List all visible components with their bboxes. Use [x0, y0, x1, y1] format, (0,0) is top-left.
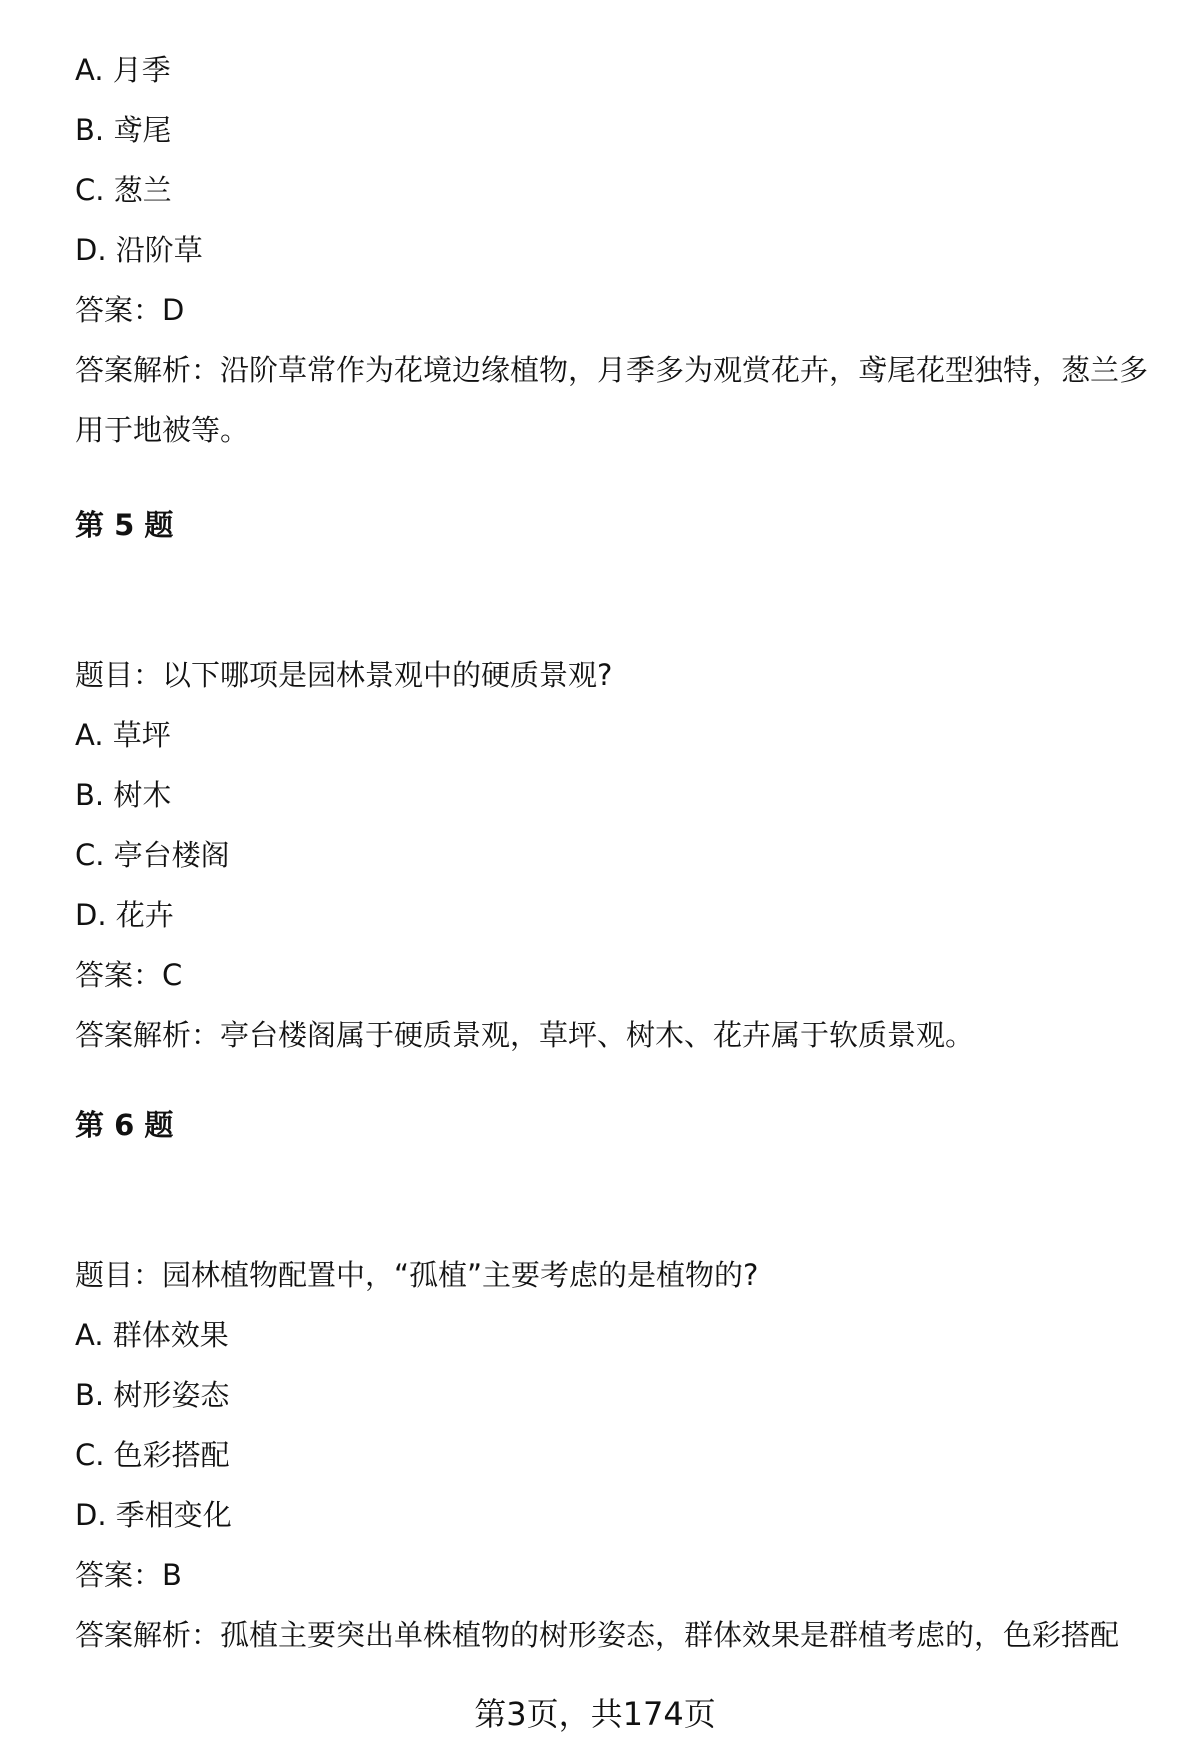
option-c: C. 葱兰 — [75, 173, 172, 207]
answer-explanation: 答案解析：亭台楼阁属于硬质景观，草坪、树木、花卉属于软质景观。 — [75, 1018, 975, 1052]
option-d: D. 花卉 — [75, 898, 174, 932]
option-d: D. 沿阶草 — [75, 233, 203, 267]
option-c: C. 色彩搭配 — [75, 1438, 230, 1472]
option-c: C. 亭台楼阁 — [75, 838, 230, 872]
option-a: A. 月季 — [75, 53, 171, 87]
question-text: 题目：园林植物配置中，“孤植”主要考虑的是植物的? — [75, 1258, 759, 1292]
option-d: D. 季相变化 — [75, 1498, 232, 1532]
option-a: A. 草坪 — [75, 718, 171, 752]
answer: 答案：D — [75, 293, 185, 327]
option-a: A. 群体效果 — [75, 1318, 229, 1352]
option-b: B. 鸢尾 — [75, 113, 172, 147]
option-b: B. 树木 — [75, 778, 172, 812]
answer-explanation: 答案解析：沿阶草常作为花境边缘植物，月季多为观赏花卉，鸢尾花型独特，葱兰多用于地被等。 — [75, 353, 1149, 447]
question-text: 题目：以下哪项是园林景观中的硬质景观? — [75, 658, 613, 692]
question-heading: 第 5 题 — [75, 508, 174, 542]
page-number: 第3页，共174页 — [474, 1695, 716, 1733]
answer-explanation: 答案解析：孤植主要突出单株植物的树形姿态，群体效果是群植考虑的，色彩搭配 — [75, 1618, 1120, 1652]
answer: 答案：C — [75, 958, 183, 992]
question-heading: 第 6 题 — [75, 1108, 174, 1142]
answer: 答案：B — [75, 1558, 182, 1592]
option-b: B. 树形姿态 — [75, 1378, 230, 1412]
